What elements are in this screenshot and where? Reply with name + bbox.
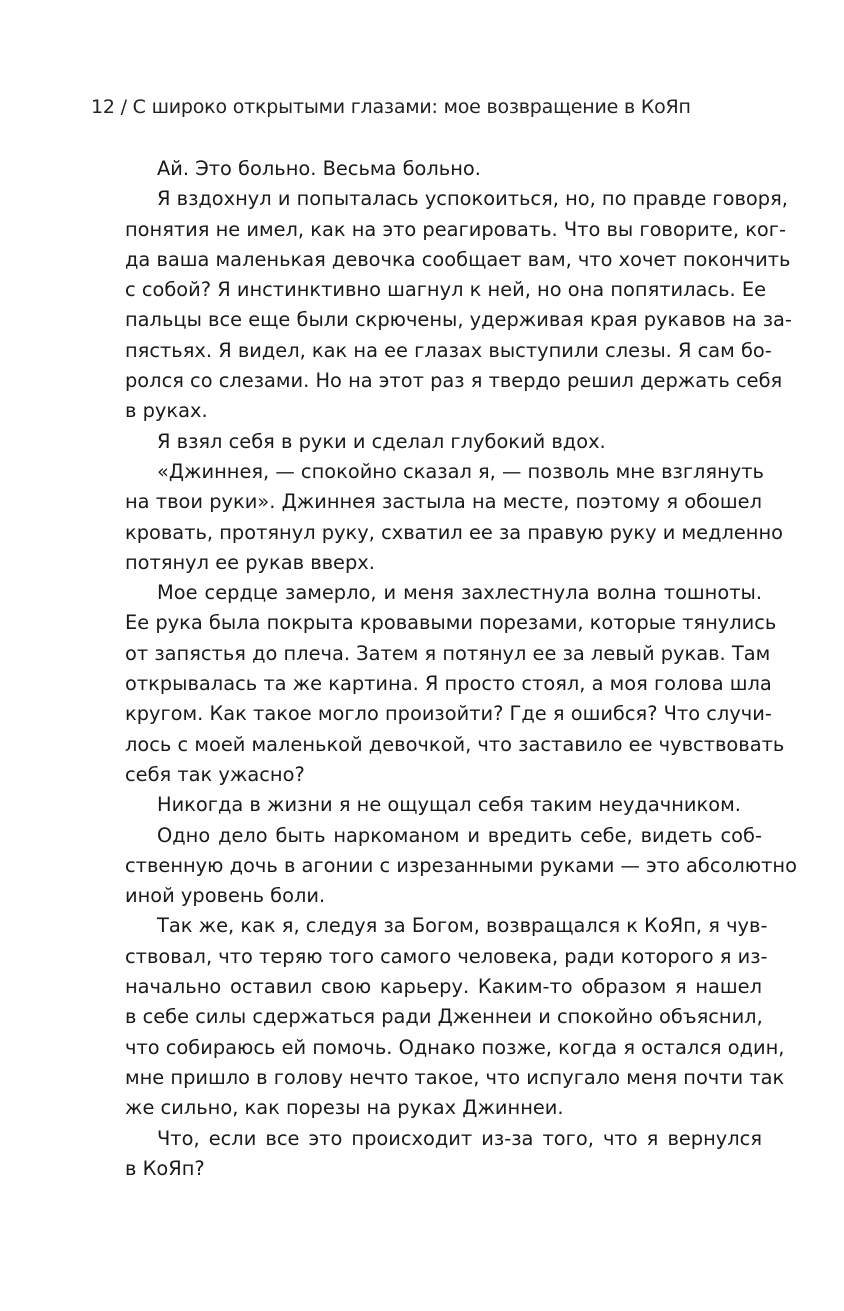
text-line: кровать, протянул руку, схватил ее за правую руку и медленно [125, 520, 784, 544]
paragraph [125, 457, 784, 578]
paragraph [125, 1124, 762, 1185]
text-line: ствовал, что теряю того самого человека, ради которого я из- [125, 944, 768, 968]
text-line: потянул ее рукав вверх. [125, 550, 375, 574]
text-line: Ее рука была покрыта кровавыми порезами, которые тянулись [125, 611, 777, 635]
text-line: в руках. [125, 399, 208, 423]
text-line: на твои руки». Джиннея застыла на месте, поэтому я обошел [125, 490, 762, 514]
text-line: кругом. Как такое могло произойти? Где я ошибся? Что случи- [125, 702, 772, 726]
text-line: в себе силы сдержаться ради Дженнеи и спокойно объяснил, [125, 1005, 763, 1029]
paragraph [125, 790, 762, 820]
text-line: Так же, как я, следуя за Богом, возвращался к КоЯп, я чув- [157, 914, 768, 938]
text-line: Никогда в жизни я не ощущал себя таким неудачником. [157, 793, 741, 817]
text-line: себя так ужасно? [125, 762, 305, 786]
text-line: Я вздохнул и попыталась успокоиться, но, по правде говоря, [157, 187, 788, 211]
text-line: лось с моей маленькой девочкой, что заставило ее чувствовать [125, 732, 785, 756]
text-line: пальцы все еще были скрючены, удерживая края рукавов на за- [125, 308, 792, 332]
text-line: с собой? Я инстинктивно шагнул к ней, но она попятилась. Ее [125, 278, 767, 302]
text-line: ролся со слезами. Но на этот раз я твердо решил держать себя [125, 369, 783, 393]
paragraph [125, 427, 762, 457]
text-line: пястьях. Я видел, как на ее глазах выступили слезы. Я сам бо- [125, 338, 772, 362]
paragraph [125, 911, 785, 1123]
text-line: Одно дело быть наркоманом и вредить себе, видеть соб- [157, 823, 762, 847]
body-text [125, 154, 797, 1184]
text-line: да ваша маленькая девочка сообщает вам, что хочет покончить [125, 247, 791, 271]
text-line: начально оставил свою карьеру. Каким-то образом я нашел [125, 975, 762, 999]
paragraph [125, 154, 762, 184]
paragraph [125, 184, 792, 426]
text-line: Что, если все это происходит из-за того, что я вернулся [157, 1126, 762, 1150]
paragraph [125, 578, 785, 790]
text-line: от запястья до плеча. Затем я потянул ее за левый рукав. Там [125, 641, 771, 665]
text-line: «Джиннея, — спокойно сказал я, — позволь мне взглянуть [157, 459, 764, 483]
text-line: иной уровень боли. [125, 884, 326, 908]
text-line: Мое сердце замерло, и меня захлестнула волна тошноты. [157, 581, 762, 605]
text-line: Я взял себя в руки и сделал глубокий вдох. [157, 429, 606, 453]
text-line: Ай. Это больно. Весьма больно. [157, 157, 481, 180]
paragraph [125, 821, 797, 912]
text-line: что собираюсь ей помочь. Однако позже, когда я остался один, [125, 1035, 785, 1059]
running-head: 12 / С широко открытыми глазами: мое возвращение в КоЯп [91, 96, 691, 118]
text-line: мне пришло в голову нечто такое, что испугало меня почти так [125, 1065, 785, 1089]
text-line: в КоЯп? [125, 1156, 205, 1180]
text-line: ственную дочь в агонии с изрезанными руками — это абсолютно [125, 853, 797, 877]
text-line: открывалась та же картина. Я просто стоял, а моя голова шла [125, 672, 772, 696]
text-line: понятия не имел, как на это реагировать. Что вы говорите, ког- [125, 217, 786, 241]
text-line: же сильно, как порезы на руках Джиннеи. [125, 1096, 564, 1120]
